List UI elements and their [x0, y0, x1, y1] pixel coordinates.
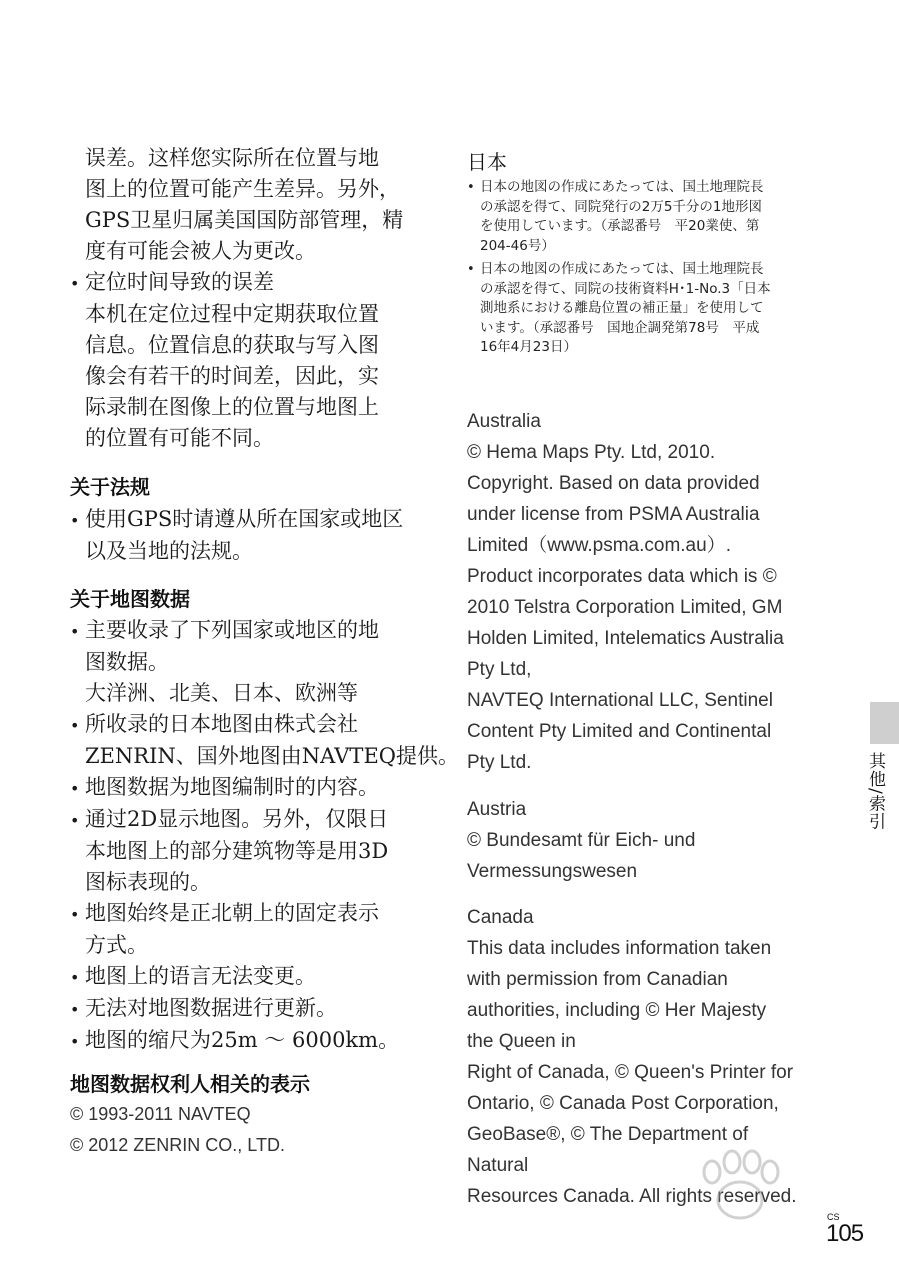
bullet-icon: •: [70, 716, 80, 735]
text-line: 误差。这样您实际所在位置与地: [85, 146, 379, 170]
intro-paragraph: [70, 143, 435, 267]
text-line: GeoBase®, © The Department of: [467, 1124, 749, 1145]
copyright-line: © 1993-2011 NAVTEQ: [70, 1104, 251, 1124]
text-line: © Hema Maps Pty. Ltd, 2010.: [467, 442, 716, 463]
text-line: 际录制在图像上的位置与地图上: [85, 395, 379, 419]
page-number: 105: [826, 1220, 864, 1247]
section-tab: [870, 702, 899, 744]
text-line: the Queen in: [467, 1031, 576, 1052]
text-line: Resources Canada. All rights reserved.: [467, 1186, 797, 1207]
list-item-text: 通过2D显示地图。另外，仅限日: [85, 807, 389, 831]
bullet-icon: •: [70, 1000, 80, 1019]
region-title: Austria: [467, 799, 527, 820]
text-line: 方式。: [85, 933, 148, 957]
text-line: ZENRIN、国外地图由NAVTEQ提供。: [85, 744, 459, 768]
list-item: [467, 178, 827, 256]
text-line: の承認を得て、同院の技術資料H･1-No.3「日本: [480, 280, 771, 297]
text-line: Vermessungswesen: [467, 861, 638, 882]
text-line: authorities, including © Her Majesty: [467, 1000, 767, 1021]
text-line: Content Pty Limited and Continental: [467, 721, 772, 742]
list-item: [467, 260, 827, 358]
text-line: Right of Canada, © Queen's Printer for: [467, 1062, 794, 1083]
paw-print-icon: [640, 1140, 840, 1250]
text-line: 图数据。: [85, 650, 169, 674]
list-item: [70, 267, 420, 299]
list-item-text: 所收录的日本地图由株式会社: [85, 712, 358, 736]
list-item: [70, 898, 420, 930]
text-line: Pty Ltd,: [467, 659, 532, 680]
list-item-text: 使用GPS时请遵从所在国家或地区: [85, 507, 404, 531]
list-item-text: 无法对地图数据进行更新。: [85, 996, 337, 1020]
australia-section: [467, 406, 827, 778]
text-line: 以及当地的法规。: [85, 539, 253, 563]
list-item-text: 地图始终是正北朝上的固定表示: [85, 901, 379, 925]
text-line: This data includes information taken: [467, 938, 772, 959]
bullet-title: 定位时间导致的误差: [85, 270, 274, 294]
bullet-icon: •: [70, 1032, 80, 1051]
text-line: with permission from Canadian: [467, 969, 728, 990]
bullet-icon: •: [70, 779, 80, 798]
list-item-text: 主要收录了下列国家或地区的地: [85, 618, 379, 642]
bullet-icon: •: [70, 905, 80, 924]
bullet-icon: •: [70, 511, 80, 530]
timing-error-bullet: [70, 267, 420, 454]
text-line: Pty Ltd.: [467, 752, 532, 773]
text-line: © Bundesamt für Eich- und: [467, 830, 696, 851]
text-line: under license from PSMA Australia: [467, 504, 760, 525]
bullet-icon: •: [467, 180, 475, 195]
list-item: [70, 709, 420, 741]
copyright-line: © 2012 ZENRIN CO., LTD.: [70, 1135, 285, 1155]
text-line: 2010 Telstra Corporation Limited, GM: [467, 597, 783, 618]
text-line: 度有可能会被人为更改。: [85, 239, 316, 263]
text-line: 204-46号）: [480, 237, 555, 254]
bullet-icon: •: [70, 622, 80, 641]
japan-heading: 日本: [467, 150, 507, 174]
text-line: Product incorporates data which is ©: [467, 566, 777, 587]
region-title: Australia: [467, 411, 541, 432]
text-line: Natural: [467, 1155, 529, 1176]
page-language-code: CS: [827, 1212, 840, 1222]
bullet-icon: •: [467, 262, 475, 277]
text-line: 像会有若干的时间差，因此，实: [85, 364, 379, 388]
text-line: Limited（www.psma.com.au）.: [467, 535, 731, 556]
text-line: Holden Limited, Intelematics Australia: [467, 628, 784, 649]
text-line: 图标表现的。: [85, 870, 211, 894]
regulations-list: [70, 504, 420, 567]
text-line: 日本の地図の作成にあたっては、国土地理院長: [480, 179, 764, 195]
list-item: [70, 504, 420, 536]
bullet-icon: •: [70, 811, 80, 830]
text-line: 日本の地図の作成にあたっては、国土地理院長: [480, 261, 764, 277]
austria-section: [467, 794, 827, 887]
list-item: [70, 961, 420, 993]
bullet-icon: •: [70, 968, 80, 987]
region-title: Canada: [467, 907, 534, 928]
list-item: [70, 615, 420, 647]
map-data-list: [70, 615, 459, 1057]
list-item: [70, 772, 420, 804]
text-line: 16年4月23日）: [480, 339, 577, 355]
text-line: 測地系における離島位置の補正量」を使用して: [480, 300, 764, 316]
section-heading-regulations: 关于法规: [70, 475, 150, 499]
text-line: GPS卫星归属美国国防部管理，精: [85, 208, 404, 232]
japan-notes: [467, 178, 827, 362]
list-item: [70, 1025, 420, 1057]
text-line: Copyright. Based on data provided: [467, 473, 760, 494]
section-heading-rights: 地图数据权利人相关的表示: [70, 1072, 310, 1096]
text-line: 信息。位置信息的获取与写入图: [85, 333, 379, 357]
section-tab-label: 其他/索引: [865, 752, 885, 831]
text-line: 图上的位置可能产生差异。另外，: [85, 177, 400, 201]
list-item-text: 地图上的语言无法变更。: [85, 964, 316, 988]
text-line: の承認を得て、同院発行の2万5千分の1地形図: [480, 198, 762, 215]
text-line: 本地图上的部分建筑物等是用3D: [85, 839, 389, 863]
text-line: Ontario, © Canada Post Corporation,: [467, 1093, 779, 1114]
text-line: 的位置有可能不同。: [85, 426, 274, 450]
rights-copyright-lines: [70, 1099, 285, 1161]
list-item-text: 地图数据为地图编制时的内容。: [85, 775, 379, 799]
list-item-text: 地图的缩尺为25m ～ 6000km。: [85, 1028, 400, 1052]
text-line: を使用しています。（承認番号 平20業使、第: [480, 218, 760, 234]
text-line: NAVTEQ International LLC, Sentinel: [467, 690, 773, 711]
bullet-icon: •: [70, 274, 80, 293]
text-line: います。（承認番号 国地企調発第78号 平成: [480, 319, 760, 336]
section-heading-map-data: 关于地图数据: [70, 587, 190, 611]
list-item: [70, 804, 420, 836]
list-item: [70, 993, 420, 1025]
text-line: 本机在定位过程中定期获取位置: [85, 302, 379, 326]
text-line: 大洋洲、北美、日本、欧洲等: [85, 681, 358, 705]
